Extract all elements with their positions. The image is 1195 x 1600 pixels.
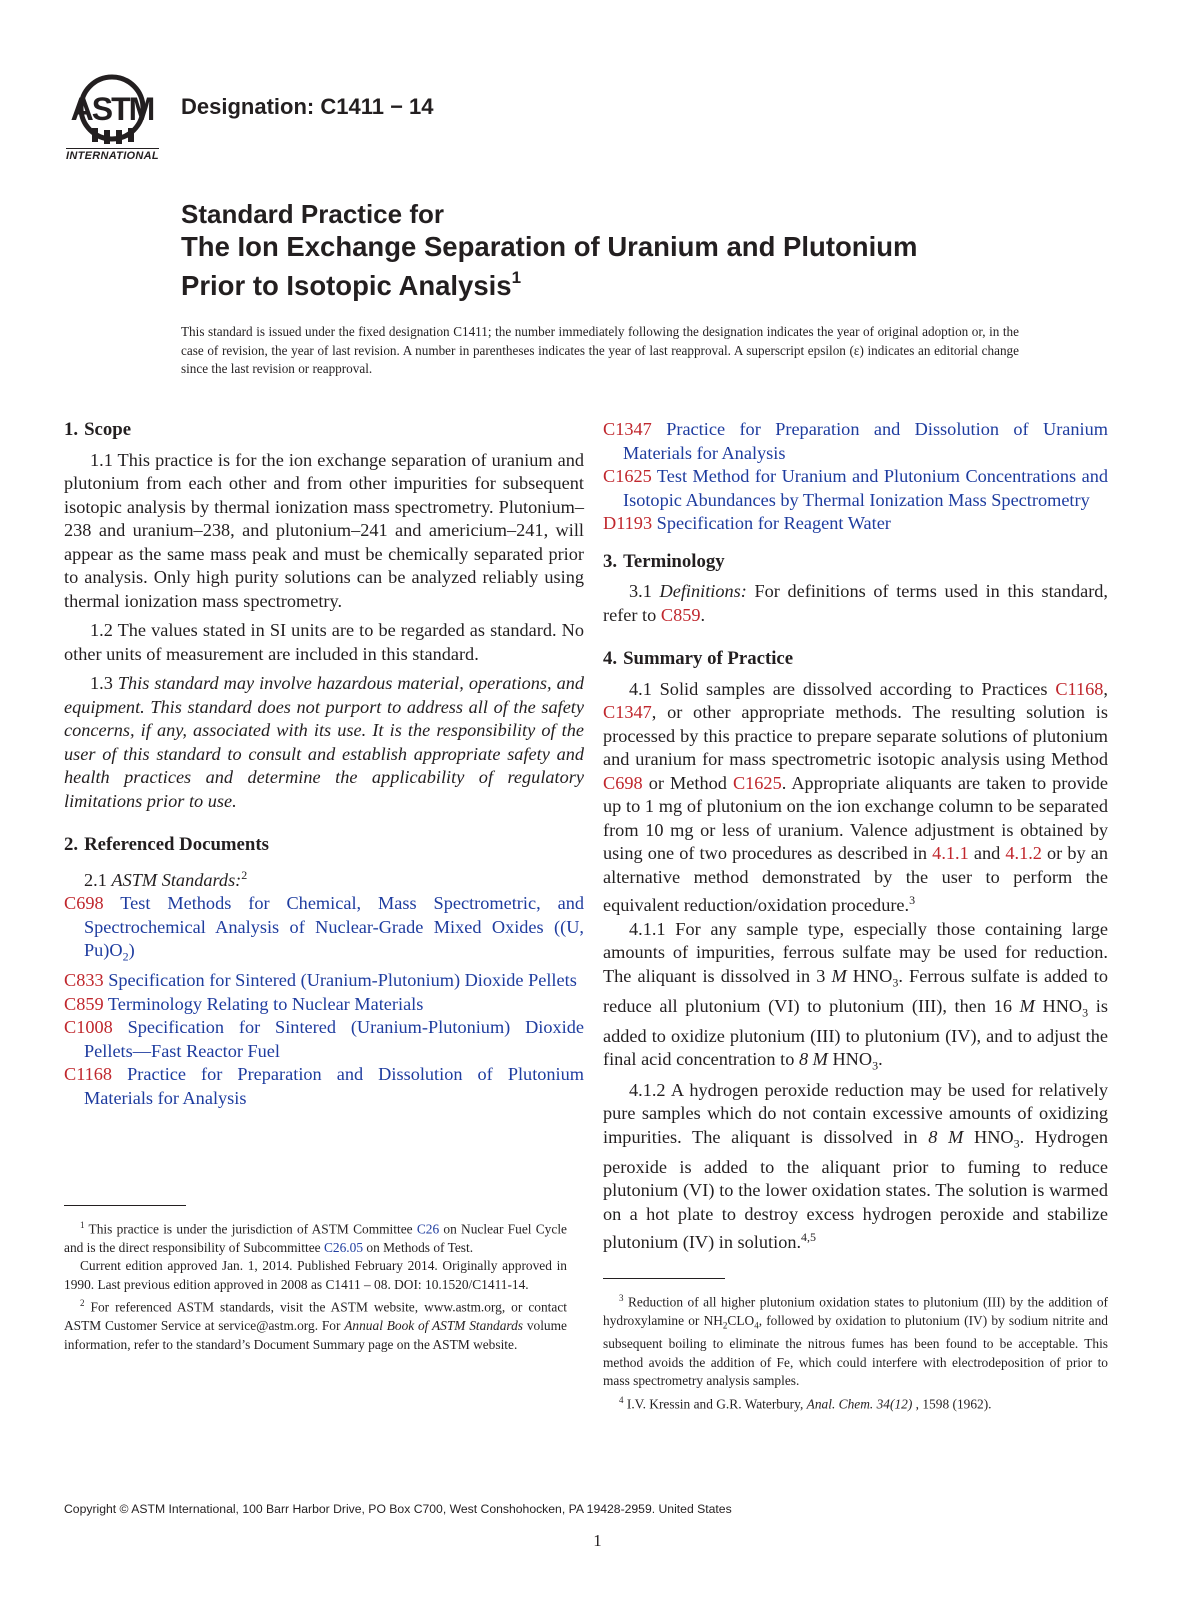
reference-item[interactable] bbox=[64, 1063, 584, 1110]
left-column bbox=[64, 418, 584, 1110]
practice-ref-link[interactable]: C1168 bbox=[1055, 678, 1104, 699]
copyright-notice: Copyright © ASTM International, 100 Barr Harbor Drive, PO Box C700, West Conshohocken, PA 19428-2959. United States bbox=[64, 1502, 732, 1516]
astm-standards-heading: ASTM Standards: bbox=[111, 869, 242, 890]
title-footnote-mark[interactable]: 1 bbox=[511, 268, 522, 287]
practice-ref-link[interactable]: C1347 bbox=[603, 702, 652, 722]
section-title: Terminology bbox=[623, 550, 725, 572]
reference-code-link[interactable]: C859 bbox=[64, 993, 104, 1014]
paragraph-3-1: 3.1 Definitions: For definitions of terms used in this standard, refer to C859. bbox=[603, 581, 1108, 625]
reference-item[interactable] bbox=[64, 1016, 584, 1063]
reference-title-link[interactable]: Test Method for Uranium and Plutonium Concentrations and Isotopic Abundances by Thermal Ionization Mass Spectrometry bbox=[623, 466, 1108, 510]
footnote-mark[interactable]: 3 bbox=[909, 893, 916, 907]
title-line-3 bbox=[181, 263, 1081, 302]
reference-item[interactable] bbox=[64, 969, 584, 993]
subcommittee-link[interactable]: C26.05 bbox=[323, 1239, 364, 1255]
section-number: 2. bbox=[64, 834, 79, 855]
astm-standards-label bbox=[64, 864, 584, 893]
method-ref-link[interactable]: C1625 bbox=[732, 772, 782, 793]
reference-code-link[interactable]: D1193 bbox=[603, 513, 653, 533]
title-line-2: The Ion Exchange Separation of Uranium and Plutonium bbox=[181, 231, 918, 262]
reference-title-link[interactable]: Practice for Preparation and Dissolution of Uranium Materials for Analysis bbox=[623, 419, 1109, 463]
title-line-3-text: Prior to Isotopic Analysis bbox=[181, 270, 512, 302]
reference-item[interactable] bbox=[64, 892, 584, 969]
method-ref-link[interactable]: C698 bbox=[603, 772, 643, 793]
section-ref-link[interactable]: 4.1.2 bbox=[1005, 843, 1042, 863]
footnote-3: $^3$ Reduction of all higher plutonium oxidation states to plutonium (III) by the addition of hydroxylamine or $NH_2CLO_4$, followed by oxidation to plutonium (IV) by sodium nitrite and subsequent boiling to eliminate the nitrous fumes has been found to be acceptable. This method avoids the addition of Fe, which could interfere with electrodeposition of prior to mass spectrometry analysis samples. bbox=[603, 1293, 1108, 1389]
section-title: Summary of Practice bbox=[623, 648, 794, 669]
astm-logo bbox=[64, 70, 174, 168]
section-title: Scope bbox=[84, 419, 132, 440]
safety-caveat: This standard may involve hazardous material, operations, and equipment. This standard does not purport to address all of the safety concerns, if any, associated with its use. It is the responsibility of the user of this standard to consult and establish appropriate safety and health practices and determine the applicability of regulatory limitations prior to use. bbox=[64, 673, 584, 811]
reference-title-link[interactable]: Specification for Reagent Water bbox=[656, 513, 891, 533]
footnote-divider bbox=[64, 1205, 186, 1206]
page-number: 1 bbox=[593, 1531, 602, 1550]
paragraph-4-1: 4.1 Solid samples are dissolved according to Practices C1168, C1347, or other appropriate methods. The resulting solution is processed by this practice to prepare separate solutions of plutonium and uranium for mass spectrometric isotopic analysis using Method C698 or Method C1625. Appropriate aliquants are taken to provide up to 1 mg of plutonium on the ion exchange column to be separated from 10 mg or less of uranium. Valence adjustment is obtained by using one of two procedures as described in 4.1.1 and 4.1.2 or by an alternative method demonstrated by the user to perform the equivalent reduction/oxidation procedure.$^3$ bbox=[603, 678, 1108, 916]
right-column bbox=[603, 418, 1108, 1255]
reference-title-link[interactable]: Practice for Preparation and Dissolution of Plutonium Materials for Analysis bbox=[84, 1064, 584, 1108]
section-4-heading bbox=[603, 647, 1108, 671]
title-line-1: Standard Practice for bbox=[181, 199, 444, 229]
committee-link[interactable]: C26 bbox=[416, 1221, 440, 1237]
footnote-mark[interactable]: 2 bbox=[241, 867, 248, 882]
issue-note: This standard is issued under the fixed designation C1411; the number immediately following the designation indicates the year of original adoption or, in the case of revision, the year of last revision. A number in parentheses indicates the year of last reapproval. A superscript epsilon (ε) indicates an editorial change since the last revision or reapproval. bbox=[181, 324, 1019, 376]
svg-text:ASTM: ASTM bbox=[70, 91, 154, 127]
footnote-2: $^2$ For referenced ASTM standards, visit the ASTM website, www.astm.org, or contact ASTM Customer Service at service@astm.org. For Annual Book of ASTM Standards volume information, refer to the standard’s Document Summary page on the ASTM website. bbox=[64, 1298, 567, 1352]
reference-code-link[interactable]: C1008 bbox=[64, 1017, 113, 1038]
reference-title-link[interactable]: Terminology Relating to Nuclear Materials bbox=[107, 993, 424, 1014]
footnote-4: $^4$ I.V. Kressin and G.R. Waterbury, Anal. Chem. 34(12) , 1598 (1962). bbox=[619, 1394, 992, 1412]
paragraph-1-2: 1.2 The values stated in SI units are to be regarded as standard. No other units of measurement are included in this standard. bbox=[64, 620, 584, 664]
reference-code-link[interactable]: C833 bbox=[64, 970, 104, 991]
section-title: Referenced Documents bbox=[84, 834, 269, 855]
footnote-mark[interactable]: 4,5 bbox=[801, 1230, 817, 1245]
paragraph-1-1: 1.1 This practice is for the ion exchange separation of uranium and plutonium from each other and from other impurities for subsequent isotopic analysis by thermal ionization mass spectrometry. Plutonium–238 and uranium–238, and plutonium–241 and americium–241, will appear as the same mass peak and must be chemically separated prior to analysis. Only high purity solutions can be analyzed reliably using thermal ionization mass spectrometry. bbox=[64, 449, 584, 611]
reference-item[interactable] bbox=[603, 465, 1108, 512]
footnote-divider bbox=[603, 1278, 725, 1279]
reference-item[interactable] bbox=[603, 418, 1108, 465]
logo-wordmark: INTERNATIONAL bbox=[66, 150, 159, 162]
footnote-1: $^1$ This practice is under the jurisdiction of ASTM Committee C26 on Nuclear Fuel Cycle and is the direct responsibility of Subcommittee C26.05 on Methods of Test. bbox=[64, 1220, 567, 1255]
reference-title-link[interactable]: Specification for Sintered (Uranium-Plutonium) Dioxide Pellets—Fast Reactor Fuel bbox=[84, 1017, 584, 1061]
footnotes-left bbox=[64, 1216, 567, 1354]
reference-code-link[interactable]: C1347 bbox=[603, 419, 652, 439]
section-number: 1. bbox=[64, 419, 79, 440]
reference-code-link[interactable]: C1625 bbox=[603, 466, 652, 486]
reference-title-link[interactable]: Specification for Sintered (Uranium-Plutonium) Dioxide Pellets bbox=[108, 970, 577, 991]
section-2-heading bbox=[64, 833, 584, 857]
section-number: 3. bbox=[603, 550, 618, 572]
paragraph-number: 1.3 bbox=[90, 673, 113, 693]
section-1-heading bbox=[64, 418, 584, 442]
paragraph-1-3 bbox=[64, 672, 584, 813]
footnote-1-edition: Current edition approved Jan. 1, 2014. Published February 2014. Originally approved in 1990. Last previous edition approved in 2008 as C1411 – 08. DOI: 10.1520/C1411-14. bbox=[64, 1258, 567, 1292]
reference-code-link[interactable]: C698 bbox=[64, 893, 104, 914]
terminology-ref-link[interactable]: C859 bbox=[660, 604, 701, 625]
footnotes-right bbox=[603, 1289, 1108, 1414]
document-title bbox=[181, 198, 1081, 302]
section-number: 4. bbox=[603, 648, 618, 669]
paragraph-number: 2.1 bbox=[84, 869, 107, 890]
section-ref-link[interactable]: 4.1.1 bbox=[932, 843, 969, 863]
reference-title-link[interactable]: Test Methods for Chemical, Mass Spectrometric, and Spectrochemical Analysis of Nuclear-Grade Mixed Oxides ((U, $Pu)O_2$) bbox=[84, 893, 584, 964]
reference-code-link[interactable]: C1168 bbox=[64, 1064, 113, 1085]
paragraph-4-1-2: 4.1.2 A hydrogen peroxide reduction may be used for relatively pure samples which do not contain excessive amounts of oxidizing impurities. The aliquant is dissolved in 8 M $HNO_3$. Hydrogen peroxide is added to the aliquant prior to fuming to reduce plutonium (VI) to the lower oxidation states. The solution is warmed on a hot plate to destroy excess hydrogen peroxide and stabilize plutonium (IV) in solution.$^{4,5}$ bbox=[603, 1079, 1108, 1253]
paragraph-4-1-1: 4.1.1 For any sample type, especially those containing large amounts of impurities, ferrous sulfate may be used for reduction. The aliquant is dissolved in 3 M $HNO_3$. Ferrous sulfate is added to reduce all plutonium (VI) to plutonium (III), then 16 M $HNO_3$ is added to oxidize plutonium (III) to plutonium (IV), and to adjust the final acid concentration to 8 M $HNO_3$. bbox=[603, 918, 1109, 1074]
reference-item[interactable] bbox=[603, 512, 1108, 536]
reference-item[interactable] bbox=[64, 993, 584, 1017]
designation: Designation: C1411 − 14 bbox=[181, 94, 434, 119]
section-3-heading bbox=[603, 550, 1108, 574]
